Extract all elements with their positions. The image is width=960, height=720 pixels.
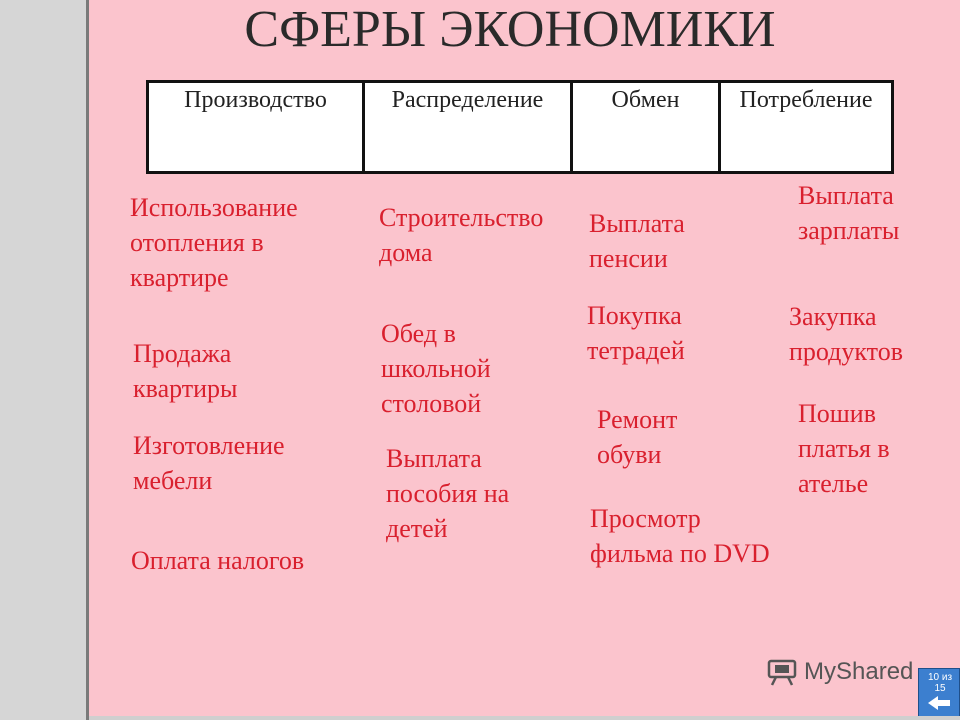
watermark-text: MyShared [804,658,914,685]
item-shoe-repair: Ремонт обуви [597,405,678,469]
column-production: Производство [149,83,365,171]
item-pension: Выплата пенсии [589,209,685,273]
item-school-lunch: Обед в школьной столовой [381,319,491,418]
item-heating: Использование отопления в квартире [130,193,298,292]
slide-counter: 10 из 15 [927,672,953,694]
column-exchange: Обмен [573,83,721,171]
left-gutter [0,0,86,720]
item-taxes: Оплата налогов [131,546,305,575]
watermark [766,658,913,686]
column-distribution: Распределение [365,83,573,171]
item-child-allowance: Выплата пособия на детей [386,444,510,543]
bottom-bar [89,716,960,720]
slide-title: СФЕРЫ ЭКОНОМИКИ [244,1,776,58]
column-consumption: Потребление [739,87,873,113]
categories-table [146,80,894,174]
item-salary: Выплата зарплаты [798,181,900,245]
item-tailoring: Пошив платья в ателье [798,399,890,498]
arrow-left-icon[interactable] [926,694,952,712]
item-notebooks: Покупка тетрадей [587,301,685,365]
item-dvd-movie: Просмотр фильма по DVD [590,504,770,568]
item-food-purchase: Закупка продуктов [789,302,903,366]
item-house-building: Строительство дома [379,203,544,267]
item-apartment-sale: Продажа квартиры [133,339,238,403]
presentation-icon [766,658,798,686]
item-furniture: Изготовление мебели [133,431,285,495]
